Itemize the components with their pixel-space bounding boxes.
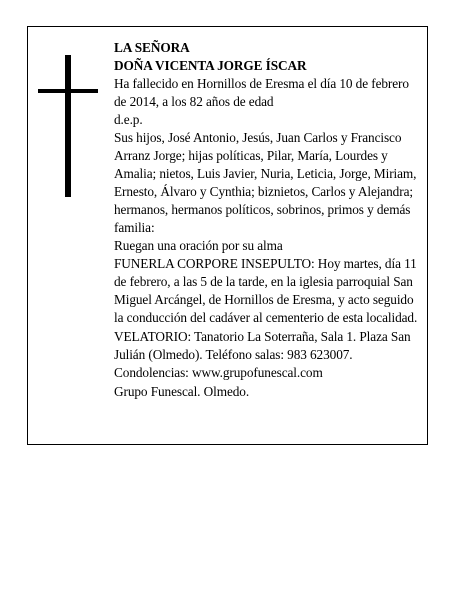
death-announcement: Ha fallecido en Hornillos de Eresma el día 10 de febrero de 2014, a los 82 años de edad: [114, 76, 409, 109]
family-list: Sus hijos, José Antonio, Jesús, Juan Carlos y Francisco Arranz Jorge; hijas políticas, Pilar, María, Lourdes y Amalia; nietos, Luis Javier, Nuria, Leticia, Jorge, Miriam, Ernesto, Álvaro y Cynthia; biznietos, Carlos y Alejandra; hermanos, hermanos políticos, sobrinos, primos y demás familia:: [114, 130, 417, 235]
rip-text: d.e.p.: [114, 112, 143, 127]
wake-details: VELATORIO: Tanatorio La Soterraña, Sala 1. Plaza San Julián (Olmedo). Teléfono salas: 983 623007.: [114, 329, 411, 362]
prayer-request: Ruegan una oración por su alma: [114, 238, 283, 253]
obituary-notice: [27, 26, 428, 445]
title-line-1: LA SEÑORA: [114, 40, 190, 55]
cross-icon: [65, 55, 71, 197]
cross-icon-crossbar: [38, 89, 98, 93]
funeral-details: FUNERLA CORPORE INSEPULTO: Hoy martes, día 11 de febrero, a las 5 de la tarde, en la iglesia parroquial San Miguel Arcángel, de Hornillos de Eresma, y acto seguido la conducción del cadáver al cementerio de esta localidad.: [114, 256, 418, 325]
deceased-name: DOÑA VICENTA JORGE ÍSCAR: [114, 58, 307, 73]
funeral-company: Grupo Funescal. Olmedo.: [114, 384, 250, 399]
obituary-text: [114, 39, 420, 401]
condolences-line: Condolencias: www.grupofunescal.com: [114, 365, 323, 380]
